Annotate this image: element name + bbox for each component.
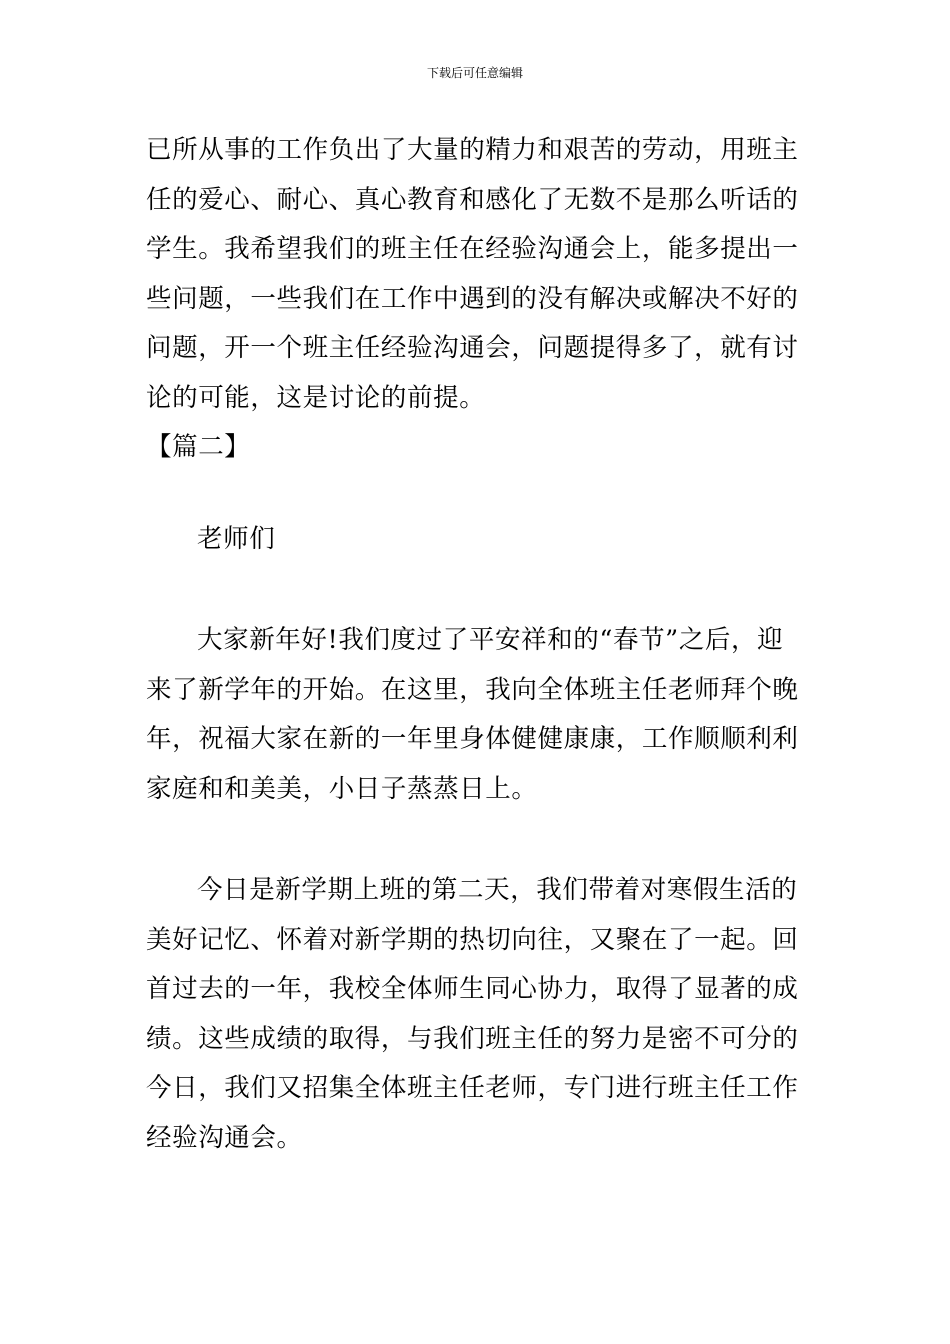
paragraph-line: 首过去的一年，我校全体师生同心协力，取得了显著的成: [146, 974, 799, 1004]
document-body: [146, 126, 816, 1163]
paragraph-line: 美好记忆、怀着对新学期的热切向往，又聚在了一起。回: [146, 924, 799, 955]
paragraph-2: [146, 616, 816, 814]
paragraph-line: 问题，开一个班主任经验沟通会，问题提得多了，就有讨: [146, 333, 799, 363]
paragraph-3: [146, 866, 816, 1163]
paragraph-line: 家庭和和美美，小日子蒸蒸日上。: [146, 773, 538, 804]
spacer: [146, 564, 816, 616]
paragraph-line: 任的爱心、耐心、真心教育和感化了无数不是那么听话的: [146, 184, 799, 215]
paragraph-line: 年，祝福大家在新的一年里身体健健康康，工作顺顺利利: [146, 724, 799, 754]
paragraph-line: 大家新年好!我们度过了平安祥和的“春节”之后，迎: [197, 625, 784, 655]
spacer: [146, 814, 816, 866]
paragraph-line: 些问题，一些我们在工作中遇到的没有解决或解决不好的: [146, 283, 799, 314]
spacer: [146, 473, 816, 515]
paragraph-line: 学生。我希望我们的班主任在经验沟通会上，能多提出一: [146, 234, 799, 264]
paragraph-line: 绩。这些成绩的取得，与我们班主任的努力是密不可分的: [146, 1023, 799, 1054]
paragraph-line: 来了新学年的开始。在这里，我向全体班主任老师拜个晚: [146, 674, 799, 705]
paragraph-line: 经验沟通会。: [146, 1122, 303, 1153]
paragraph-line: 论的可能，这是讨论的前提。: [146, 382, 486, 413]
paragraph-1: [146, 126, 816, 423]
section-heading: 【篇二】: [146, 432, 251, 462]
paragraph-line: 已所从事的工作负出了大量的精力和艰苦的劳动，用班主: [146, 135, 799, 165]
paragraph-line: 今日，我们又招集全体班主任老师，专门进行班主任工作: [146, 1073, 799, 1103]
page-header: 下载后可任意编辑: [426, 66, 523, 80]
salutation: 老师们: [197, 523, 276, 554]
paragraph-line: 今日是新学期上班的第二天，我们带着对寒假生活的: [197, 875, 798, 905]
